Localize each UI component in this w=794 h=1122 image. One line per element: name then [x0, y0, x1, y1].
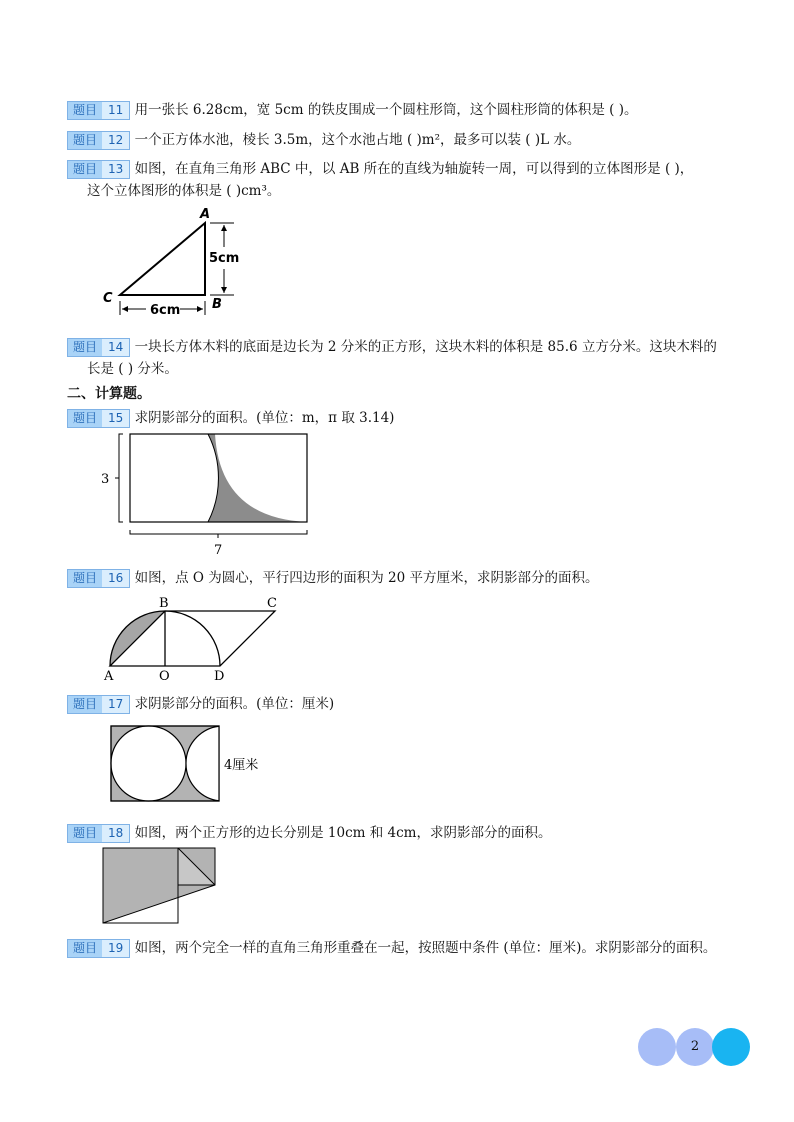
question-13: [67, 158, 734, 202]
triangle-figure: [100, 205, 250, 320]
question-tag: 题目 19: [67, 939, 130, 958]
label-d: D: [214, 669, 225, 684]
label-a: A: [104, 669, 114, 684]
label-c: C: [103, 291, 113, 306]
question-11: [67, 99, 734, 121]
label-b: B: [159, 596, 169, 611]
question-tag: 题目 11: [67, 101, 130, 120]
rect17-figure: [105, 720, 275, 810]
height-label: 3: [101, 472, 110, 487]
question-tag: 题目 14: [67, 338, 130, 357]
brace-bottom: [130, 530, 307, 534]
question-19: [67, 937, 734, 959]
section-title: 二、计算题。: [67, 386, 151, 402]
brace-left: [119, 434, 123, 522]
question-tag: 题目 16: [67, 569, 130, 588]
question-text: 如图，点 O 为圆心，平行四边形的面积为 20 平方厘米，求阴影部分的面积。: [134, 570, 599, 586]
question-text: 如图，在直角三角形 ABC 中，以 AB 所在的直线为轴旋转一周，可以得到的立体图形是 ( )，: [134, 161, 694, 177]
arrow-up: [221, 225, 227, 231]
squares18-figure: [98, 845, 223, 930]
page-badge-left: [638, 1028, 676, 1066]
question-18: [67, 822, 734, 844]
label-b: B: [212, 297, 222, 312]
question-text: 一个正方体水池，棱长 3.5m，这个水池占地 ( )m²，最多可以装 ( )L 水。: [134, 132, 581, 148]
label-a: A: [200, 207, 211, 222]
question-text: 如图，两个完全一样的直角三角形重叠在一起，按照题中条件 (单位：厘米)。求阴影部分的面积。: [134, 940, 717, 956]
para16-figure: [100, 592, 290, 684]
question-text-line2: 这个立体图形的体积是 ( )cm³。: [87, 183, 281, 199]
question-tag: 题目 18: [67, 824, 130, 843]
page-number: 2: [676, 1028, 714, 1066]
base-label: 6cm: [150, 303, 181, 318]
question-14: [67, 336, 734, 380]
question-tag: 题目 17: [67, 695, 130, 714]
size-label: 4厘米: [224, 758, 259, 773]
question-16: [67, 567, 734, 589]
question-17: [67, 693, 734, 715]
question-15: [67, 407, 734, 429]
question-text: 求阴影部分的面积。(单位：厘米): [134, 696, 335, 712]
full-circle: [111, 726, 186, 801]
height-label: 5cm: [209, 251, 240, 266]
question-text: 一块长方体木料的底面是边长为 2 分米的正方形，这块木料的体积是 85.6 立方分米。这块木料的: [134, 339, 717, 355]
question-tag: 题目 12: [67, 131, 130, 150]
arrow-left: [122, 306, 128, 312]
question-text: 如图，两个正方形的边长分别是 10cm 和 4cm，求阴影部分的面积。: [134, 825, 552, 841]
label-o: O: [159, 669, 170, 684]
page-badge-right: [712, 1028, 750, 1066]
width-label: 7: [214, 543, 223, 558]
question-text: 用一张长 6.28cm，宽 5cm 的铁皮围成一个圆柱形筒，这个圆柱形筒的体积是 ( )。: [134, 102, 638, 118]
triangle-abc: [120, 223, 205, 295]
arrow-right: [197, 306, 203, 312]
question-12: [67, 129, 734, 151]
label-c: C: [267, 596, 277, 611]
question-text-line2: 长是 ( ) 分米。: [87, 361, 178, 377]
shaded-region: [208, 434, 307, 522]
question-tag: 题目 13: [67, 160, 130, 179]
arrow-down: [221, 287, 227, 293]
question-text: 求阴影部分的面积。(单位：m，π 取 3.14): [134, 410, 395, 426]
rect15-figure: [95, 428, 315, 563]
question-tag: 题目 15: [67, 409, 130, 428]
